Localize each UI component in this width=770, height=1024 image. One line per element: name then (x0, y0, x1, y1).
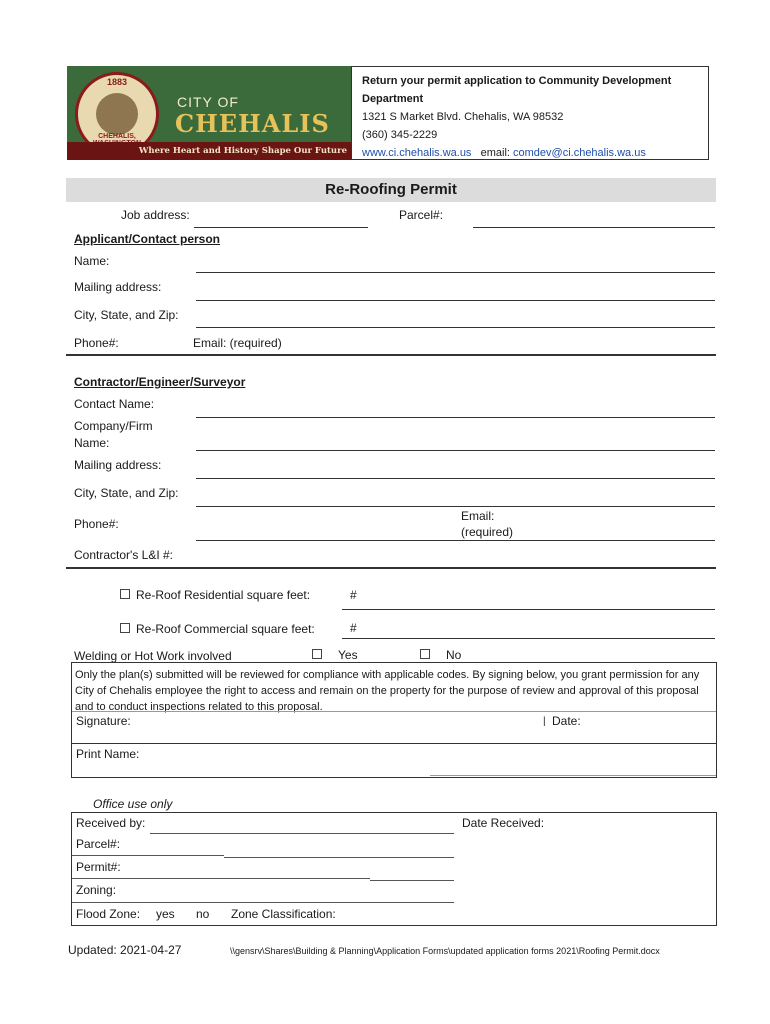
office-parcel-label: Parcel#: (76, 837, 121, 851)
applicant-divider[interactable] (66, 354, 716, 356)
commercial-hash: # (350, 621, 357, 635)
commercial-checkbox[interactable] (120, 623, 130, 633)
received-by-field[interactable] (150, 833, 454, 834)
seal-name: CHEHALIS, (98, 133, 136, 140)
page-title: Re-Roofing Permit (325, 181, 457, 198)
office-permit-field-b[interactable] (370, 880, 454, 881)
signature-date-label: Date: (552, 714, 581, 728)
logo-tagline: Where Heart and History Shape Our Future (67, 142, 351, 160)
seal-year: 1883 (106, 77, 128, 87)
residential-sqft-field[interactable] (342, 609, 715, 610)
office-zoning-label: Zoning: (76, 883, 117, 897)
welding-yes-label: Yes (338, 648, 358, 662)
office-permit-field-a[interactable] (72, 878, 370, 879)
date-received-label: Date Received: (462, 816, 545, 830)
date-tick: | (543, 716, 546, 727)
disclaimer-line-2: City of Chehalis employee the right to access and remain on the property for the purpose of review and approval of this proposal (75, 685, 699, 697)
website-link[interactable]: www.ci.chehalis.wa.us (362, 147, 472, 159)
updated-date: Updated: 2021-04-27 (68, 943, 182, 957)
return-instructions: Return your permit application to Community Development Department (362, 75, 672, 105)
contractor-email-label-1: Email: (461, 509, 495, 523)
flood-yes: yes (156, 907, 175, 921)
signature-label: Signature: (76, 714, 131, 728)
applicant-email-label: Email: (required) (193, 336, 282, 350)
commercial-row (120, 622, 315, 636)
applicant-mailing-label: Mailing address: (74, 280, 162, 294)
contractor-contact-label: Contact Name: (74, 397, 155, 411)
applicant-phone-label: Phone#: (74, 336, 119, 350)
welding-no-checkbox[interactable] (420, 649, 430, 659)
print-name-field[interactable] (430, 775, 716, 776)
welding-yes-checkbox[interactable] (312, 649, 322, 659)
contact-box (351, 66, 709, 160)
applicant-name-label: Name: (74, 254, 110, 268)
flood-zone-label: Flood Zone: (76, 907, 141, 921)
company-label-1: Company/Firm (74, 419, 153, 433)
contractor-mailing-label: Mailing address: (74, 458, 162, 472)
seal-building-icon (96, 93, 138, 135)
flood-no: no (196, 907, 210, 921)
welding-label: Welding or Hot Work involved (74, 649, 232, 663)
zone-class-label: Zone Classification: (231, 907, 336, 921)
residential-label: Re-Roof Residential square feet: (136, 588, 311, 602)
received-by-label: Received by: (76, 816, 146, 830)
company-field[interactable] (196, 450, 715, 451)
contractor-city-label: City, State, and Zip: (74, 486, 179, 500)
applicant-name-field[interactable] (196, 272, 715, 273)
residential-hash: # (350, 588, 357, 602)
office-use-heading: Office use only (93, 797, 173, 811)
title-bar (66, 178, 716, 202)
commercial-label: Re-Roof Commercial square feet: (136, 622, 315, 636)
applicant-heading: Applicant/Contact person (74, 232, 221, 246)
disclaimer (75, 667, 699, 715)
signature-field[interactable] (72, 743, 716, 744)
office-parcel-field-a[interactable] (72, 855, 224, 856)
parcel-field[interactable] (473, 227, 715, 228)
job-address-field[interactable] (194, 227, 368, 228)
contractor-divider[interactable] (66, 567, 716, 569)
email-link[interactable]: comdev@ci.chehalis.wa.us (513, 147, 646, 159)
company-label-2: Name: (74, 436, 110, 450)
residential-row (120, 588, 310, 602)
city-logo (67, 66, 351, 160)
office-phone: (360) 345-2229 (362, 129, 438, 141)
welding-yes (312, 648, 358, 662)
residential-checkbox[interactable] (120, 589, 130, 599)
applicant-mailing-field[interactable] (196, 300, 715, 301)
disclaimer-line-1: Only the plan(s) submitted will be reviewed for compliance with applicable codes. By signing below, you grant permission for any (75, 669, 700, 681)
logo-city-name: CHEHALIS (175, 109, 330, 138)
disclaimer-divider (72, 711, 716, 712)
contractor-mailing-field[interactable] (196, 478, 715, 479)
office-zoning-field[interactable] (72, 902, 454, 903)
logo-city-of: CITY OF (177, 94, 239, 110)
email-label: email: (480, 147, 510, 159)
office-permit-label: Permit#: (76, 860, 121, 874)
print-name-label: Print Name: (76, 747, 140, 761)
applicant-city-field[interactable] (196, 327, 715, 328)
contractor-city-field[interactable] (196, 506, 715, 507)
welding-no (420, 648, 461, 662)
contractor-phone-label: Phone#: (74, 517, 119, 531)
job-address-label: Job address: (121, 208, 190, 222)
applicant-city-label: City, State, and Zip: (74, 308, 179, 322)
office-address: 1321 S Market Blvd. Chehalis, WA 98532 (362, 111, 564, 123)
disclaimer-line-3: and to conduct inspections related to this proposal. (75, 701, 323, 713)
contractor-phone-email-field[interactable] (196, 540, 715, 541)
contractor-heading: Contractor/Engineer/Surveyor (74, 375, 246, 389)
contractor-contact-field[interactable] (196, 417, 715, 418)
contractor-email-label-2: (required) (461, 525, 514, 539)
parcel-label: Parcel#: (399, 208, 444, 222)
office-parcel-field-b[interactable] (224, 857, 454, 858)
welding-no-label: No (446, 648, 462, 662)
commercial-sqft-field[interactable] (342, 638, 715, 639)
file-path: \\gensrv\Shares\Building & Planning\Application Forms\updated application forms 2021\Roofing Permit.docx (230, 946, 660, 956)
license-label: Contractor's L&I #: (74, 548, 173, 562)
